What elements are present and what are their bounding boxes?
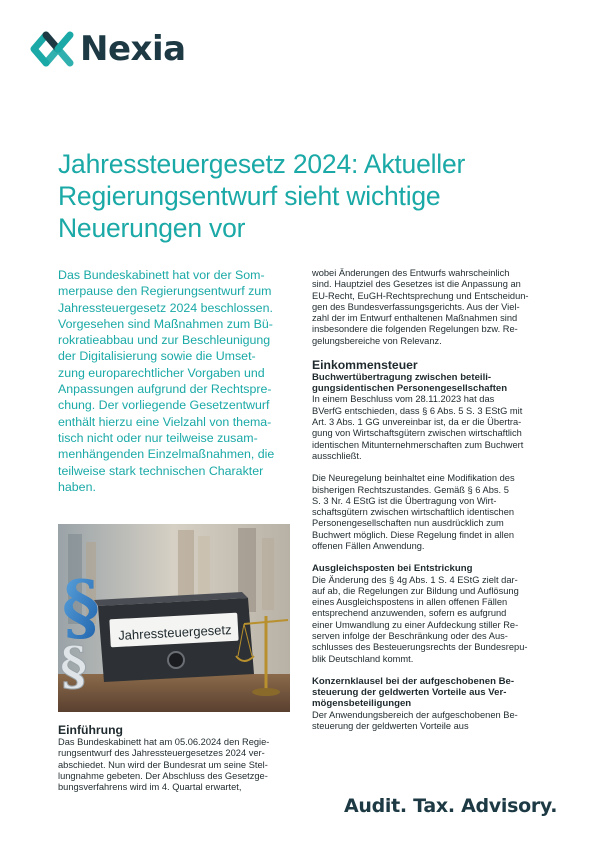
intro-line: Vorgesehen sind Maßnahmen zum Bü- bbox=[58, 316, 273, 331]
text-line: Art. 3 Abs. 1 GG unvereinbar ist, da er die Übertra- bbox=[312, 417, 522, 428]
subheading-line: steuerung der geldwerten Vorteile aus Ver- bbox=[312, 687, 507, 699]
intro-line: der Digitalisierung sowie die Umset- bbox=[58, 349, 256, 364]
title-line: Regierungsentwurf sieht wichtige bbox=[58, 181, 441, 211]
intro-line: Jahressteuergesetz 2024 beschlossen. bbox=[58, 300, 273, 315]
text-line: steuerung der geldwerten Vorteile aus bbox=[312, 720, 469, 731]
nexia-logo bbox=[28, 27, 186, 71]
text-line: insbesondere die folgenden Regelungen bzw. Re- bbox=[312, 324, 518, 335]
text-line: offenen Fällen Anwendung. bbox=[312, 541, 425, 552]
intro-line: zung europarechtlicher Vorgaben und bbox=[58, 365, 265, 380]
folder-label: Jahressteuergesetz bbox=[117, 622, 232, 643]
intro-line: Anpassungen aufgrund der Rechtspre- bbox=[58, 382, 272, 397]
text-line: zahl der im Entwurf enthaltenen Maßnahmen sind bbox=[312, 313, 518, 324]
article-image bbox=[58, 524, 290, 712]
right-column bbox=[312, 268, 544, 732]
intro-line: Das Bundeskabinett hat vor der Som- bbox=[58, 268, 265, 282]
text-line: Die Neuregelung beinhaltet eine Modifikation des bbox=[312, 473, 515, 484]
text-line: S. 3 Nr. 4 EStG ist die Übertragung von Wirt- bbox=[312, 495, 497, 506]
page-title bbox=[58, 148, 528, 244]
paragraph bbox=[312, 268, 544, 347]
intro-line: menhängenden Einzelmaßnahmen, die bbox=[58, 447, 275, 462]
text-line: Das Bundeskabinett hat am 05.06.2024 den Regie- bbox=[58, 737, 270, 747]
text-line: bungsverfahrens wird im 4. Quartal erwartet, bbox=[58, 782, 242, 793]
text-line: wobei Änderungen des Entwurfs wahrscheinlich bbox=[312, 268, 510, 278]
text-line: BVerfG entschieden, dass § 6 Abs. 5 S. 3 EStG mit bbox=[312, 405, 523, 416]
subheading-line: mögensbeteiligungen bbox=[312, 698, 412, 710]
text-line: bisherigen Rechtszustandes. Gemäß § 6 Abs. 5 bbox=[312, 484, 509, 495]
subheading-line: Ausgleichsposten bei Entstrickung bbox=[312, 563, 473, 575]
svg-text:§: § bbox=[60, 636, 88, 697]
text-line: abschiedet. Nun wird der Bundesrat um seine Stel- bbox=[58, 759, 268, 770]
text-line: Buchwert möglich. Diese Regelung findet in allen bbox=[312, 529, 515, 540]
subheading bbox=[312, 676, 544, 710]
text-line: rungsentwurf des Jahressteuergesetzes 2024 ver- bbox=[58, 748, 265, 759]
text-line: ausschließt. bbox=[312, 450, 362, 461]
nexia-logo-mark-icon bbox=[28, 29, 76, 69]
section-einfuehrung bbox=[58, 723, 290, 793]
title-line: Jahressteuergesetz 2024: Aktueller bbox=[58, 149, 466, 179]
intro-line: enthält hierzu eine Vielzahl von thema- bbox=[58, 414, 272, 429]
text-line: eines Ausgleichspostens in allen offenen Fällen bbox=[312, 597, 508, 608]
text-line: gen des Bundesverfassungsgerichts. Aus der Viel- bbox=[312, 301, 520, 312]
text-line: schlusses des Besteuerungsrechts der Bundesrepu- bbox=[312, 642, 528, 653]
text-line: einer Umwandlung zu einer Aufdeckung stiller Re- bbox=[312, 619, 519, 630]
svg-text:§: § bbox=[62, 564, 100, 649]
paragraph bbox=[312, 473, 544, 552]
text-line: lungnahme gebeten. Der Abschluss des Gesetzge- bbox=[58, 770, 268, 781]
intro-line: tisch nicht oder nur teilweise zusam- bbox=[58, 430, 258, 445]
intro-line: chung. Der vorliegende Gesetzentwurf bbox=[58, 398, 270, 413]
text-line: serven infolge der Beschränkung oder des Aus- bbox=[312, 631, 508, 642]
subheading-line: Buchwertübertragung zwischen beteili- bbox=[312, 372, 492, 384]
text-line: sind. Hauptziel des Gesetzes ist die Anpassung an bbox=[312, 279, 521, 290]
text-line: schaftsgütern zwischen wirtschaftlich identischen bbox=[312, 507, 515, 518]
text-line: auf ab, die Regelungen zur Bildung und Auflösung bbox=[312, 585, 519, 596]
text-line: Die Änderung des § 4g Abs. 1 S. 4 EStG zielt dar- bbox=[312, 574, 518, 585]
section-heading: Einkommensteuer bbox=[312, 358, 418, 373]
subheading bbox=[312, 563, 544, 574]
intro-paragraph bbox=[58, 267, 290, 495]
subheading bbox=[312, 372, 544, 394]
text-line: blik Deutschland kommt. bbox=[312, 653, 414, 664]
intro-line: rokratieabbau und zur Beschleunigung bbox=[58, 333, 271, 348]
paragraph bbox=[312, 575, 544, 665]
intro-line: haben. bbox=[58, 479, 96, 494]
intro-line: teilweise stark technischen Charakter bbox=[58, 463, 264, 478]
paragraph bbox=[312, 394, 544, 462]
subheading-line: Konzernklausel bei der aufgeschobenen Be- bbox=[312, 675, 515, 687]
text-line: EU-Recht, EuGH-Rechtsprechung und Entscheidun- bbox=[312, 290, 529, 301]
text-line: entsprechend anzuwenden, sofern es aufgrund bbox=[312, 608, 507, 619]
title-line: Neuerungen vor bbox=[58, 213, 246, 243]
subheading-line: gungsidentischen Personengesellschaften bbox=[312, 383, 508, 395]
text-line: In einem Beschluss vom 28.11.2023 hat das bbox=[312, 394, 495, 405]
footer-tagline: Audit. Tax. Advisory. bbox=[344, 795, 558, 817]
text-line: gung von Wirtschaftsgütern zwischen wirtschaftlich bbox=[312, 428, 522, 439]
intro-line: merpause den Regierungsentwurf zum bbox=[58, 284, 272, 299]
section-heading: Einführung bbox=[58, 723, 123, 737]
paragraph bbox=[58, 737, 290, 793]
text-line: gelungsbereiche von Relevanz. bbox=[312, 335, 442, 346]
text-line: Der Anwendungsbereich der aufgeschobenen Be- bbox=[312, 709, 518, 720]
paragraph bbox=[312, 710, 544, 733]
text-line: Personengesellschaften nun ausdrücklich zum bbox=[312, 518, 504, 529]
brand-name: Nexia bbox=[80, 29, 186, 69]
text-line: identischen Mitunternehmerschaften zum Buchwert bbox=[312, 439, 524, 450]
